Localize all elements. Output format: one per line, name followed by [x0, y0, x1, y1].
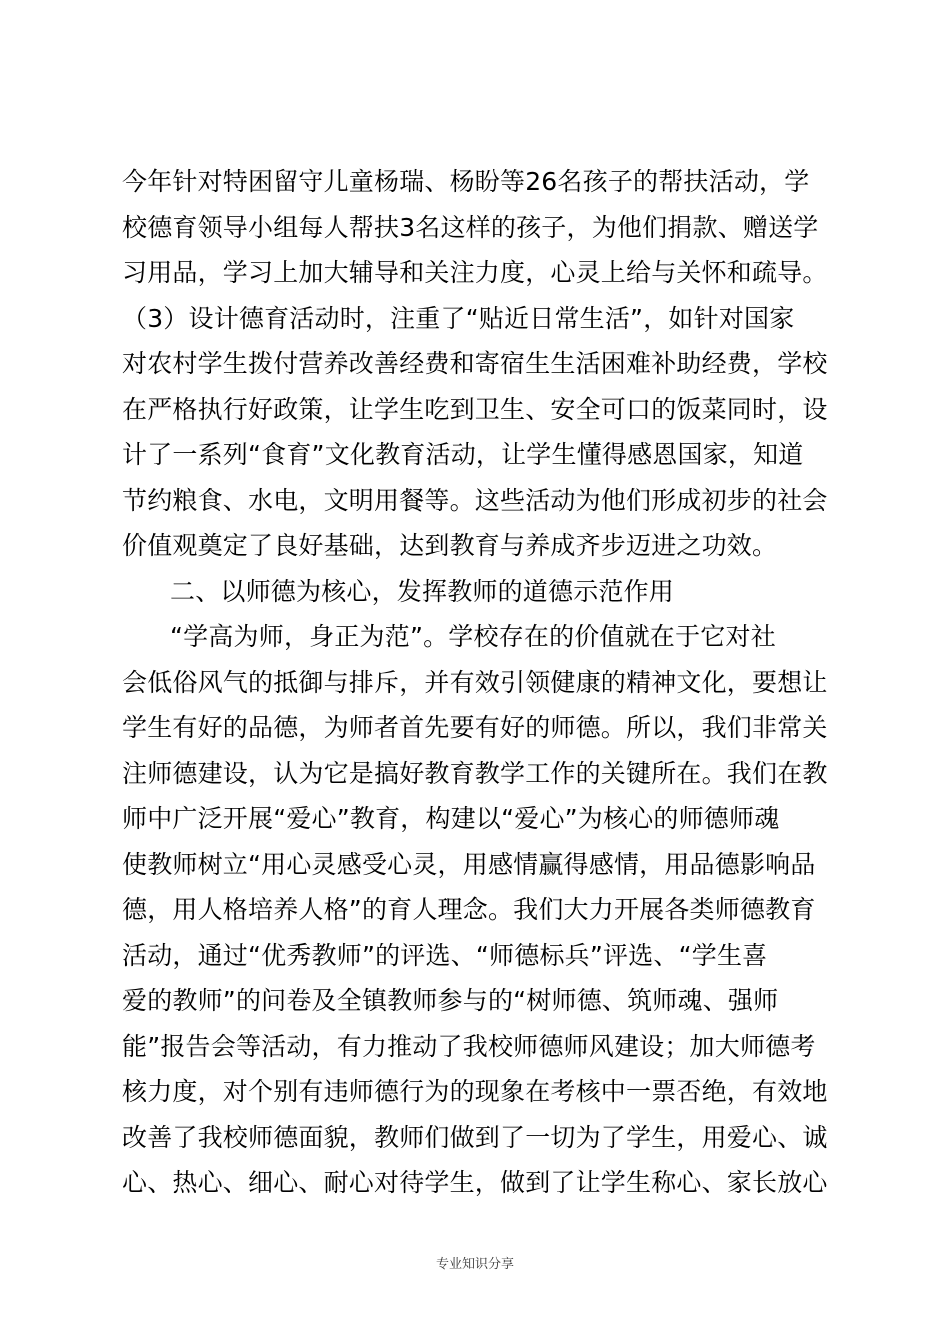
text-line: 活动，通过“优秀教师”的评选、“师德标兵”评选、“学生喜 — [122, 940, 768, 970]
text-line: 德，用人格培养人格”的育人理念。我们大力开展各类师德教育 — [122, 895, 816, 924]
text-line: 习用品，学习上加大辅导和关注力度，心灵上给与关怀和疏导。 — [122, 258, 828, 287]
text-line: 计了一系列“食育”文化教育活动，让学生懂得感恩国家，知道 — [122, 440, 804, 469]
section-heading: 二、以师德为核心，发挥教师的道德示范作用 — [170, 576, 675, 606]
text-line: 学生有好的品德，为师者首先要有好的师德。所以，我们非常关 — [122, 713, 828, 742]
text-line: “学高为师，身正为范”。学校存在的价值就在于它对社 — [170, 622, 776, 651]
text-line: （3）设计德育活动时，注重了“贴近日常生活”，如针对国家 — [122, 303, 795, 333]
text-line: 在严格执行好政策，让学生吃到卫生、安全可口的饭菜同时，设 — [122, 394, 828, 424]
text-line: 会低俗风气的抵御与排斥，并有效引领健康的精神文化，要想让 — [122, 667, 828, 697]
text-line: 注师德建设，认为它是搞好教育教学工作的关键所在。我们在教 — [122, 758, 828, 788]
text-line: 心、热心、细心、耐心对待学生，做到了让学生称心、家长放心 — [122, 1168, 828, 1197]
text-line: 对农村学生拨付营养改善经费和寄宿生生活困难补助经费，学校 — [122, 349, 828, 378]
text-line: 核力度，对个别有违师德行为的现象在考核中一票否绝，有效地 — [122, 1077, 828, 1106]
text-line: 今年针对特困留守儿童杨瑞、杨盼等26名孩子的帮扶活动，学 — [122, 167, 810, 196]
text-line: 节约粮食、水电，文明用餐等。这些活动为他们形成初步的社会 — [122, 485, 828, 515]
text-line: 使教师树立“用心灵感受心灵，用感情赢得感情，用品德影响品 — [122, 849, 816, 879]
body-text — [122, 159, 842, 1206]
text-line: 改善了我校师德面貌，教师们做到了一切为了学生，用爱心、诚 — [122, 1122, 828, 1152]
page-footer: 专业知识分享 — [435, 1257, 514, 1272]
text-line: 师中广泛开展“爱心”教育，构建以“爱心”为核心的师德师魂 — [122, 804, 780, 833]
text-line: 校德育领导小组每人帮扶3名这样的孩子，为他们捐款、赠送学 — [122, 212, 819, 242]
text-line: 能”报告会等活动，有力推动了我校师德师风建设；加大师德考 — [122, 1031, 816, 1061]
text-line: 价值观奠定了良好基础，达到教育与养成齐步迈进之功效。 — [122, 531, 778, 560]
text-line: 爱的教师”的问卷及全镇教师参与的“树师德、筑师魂、强师 — [122, 986, 779, 1015]
